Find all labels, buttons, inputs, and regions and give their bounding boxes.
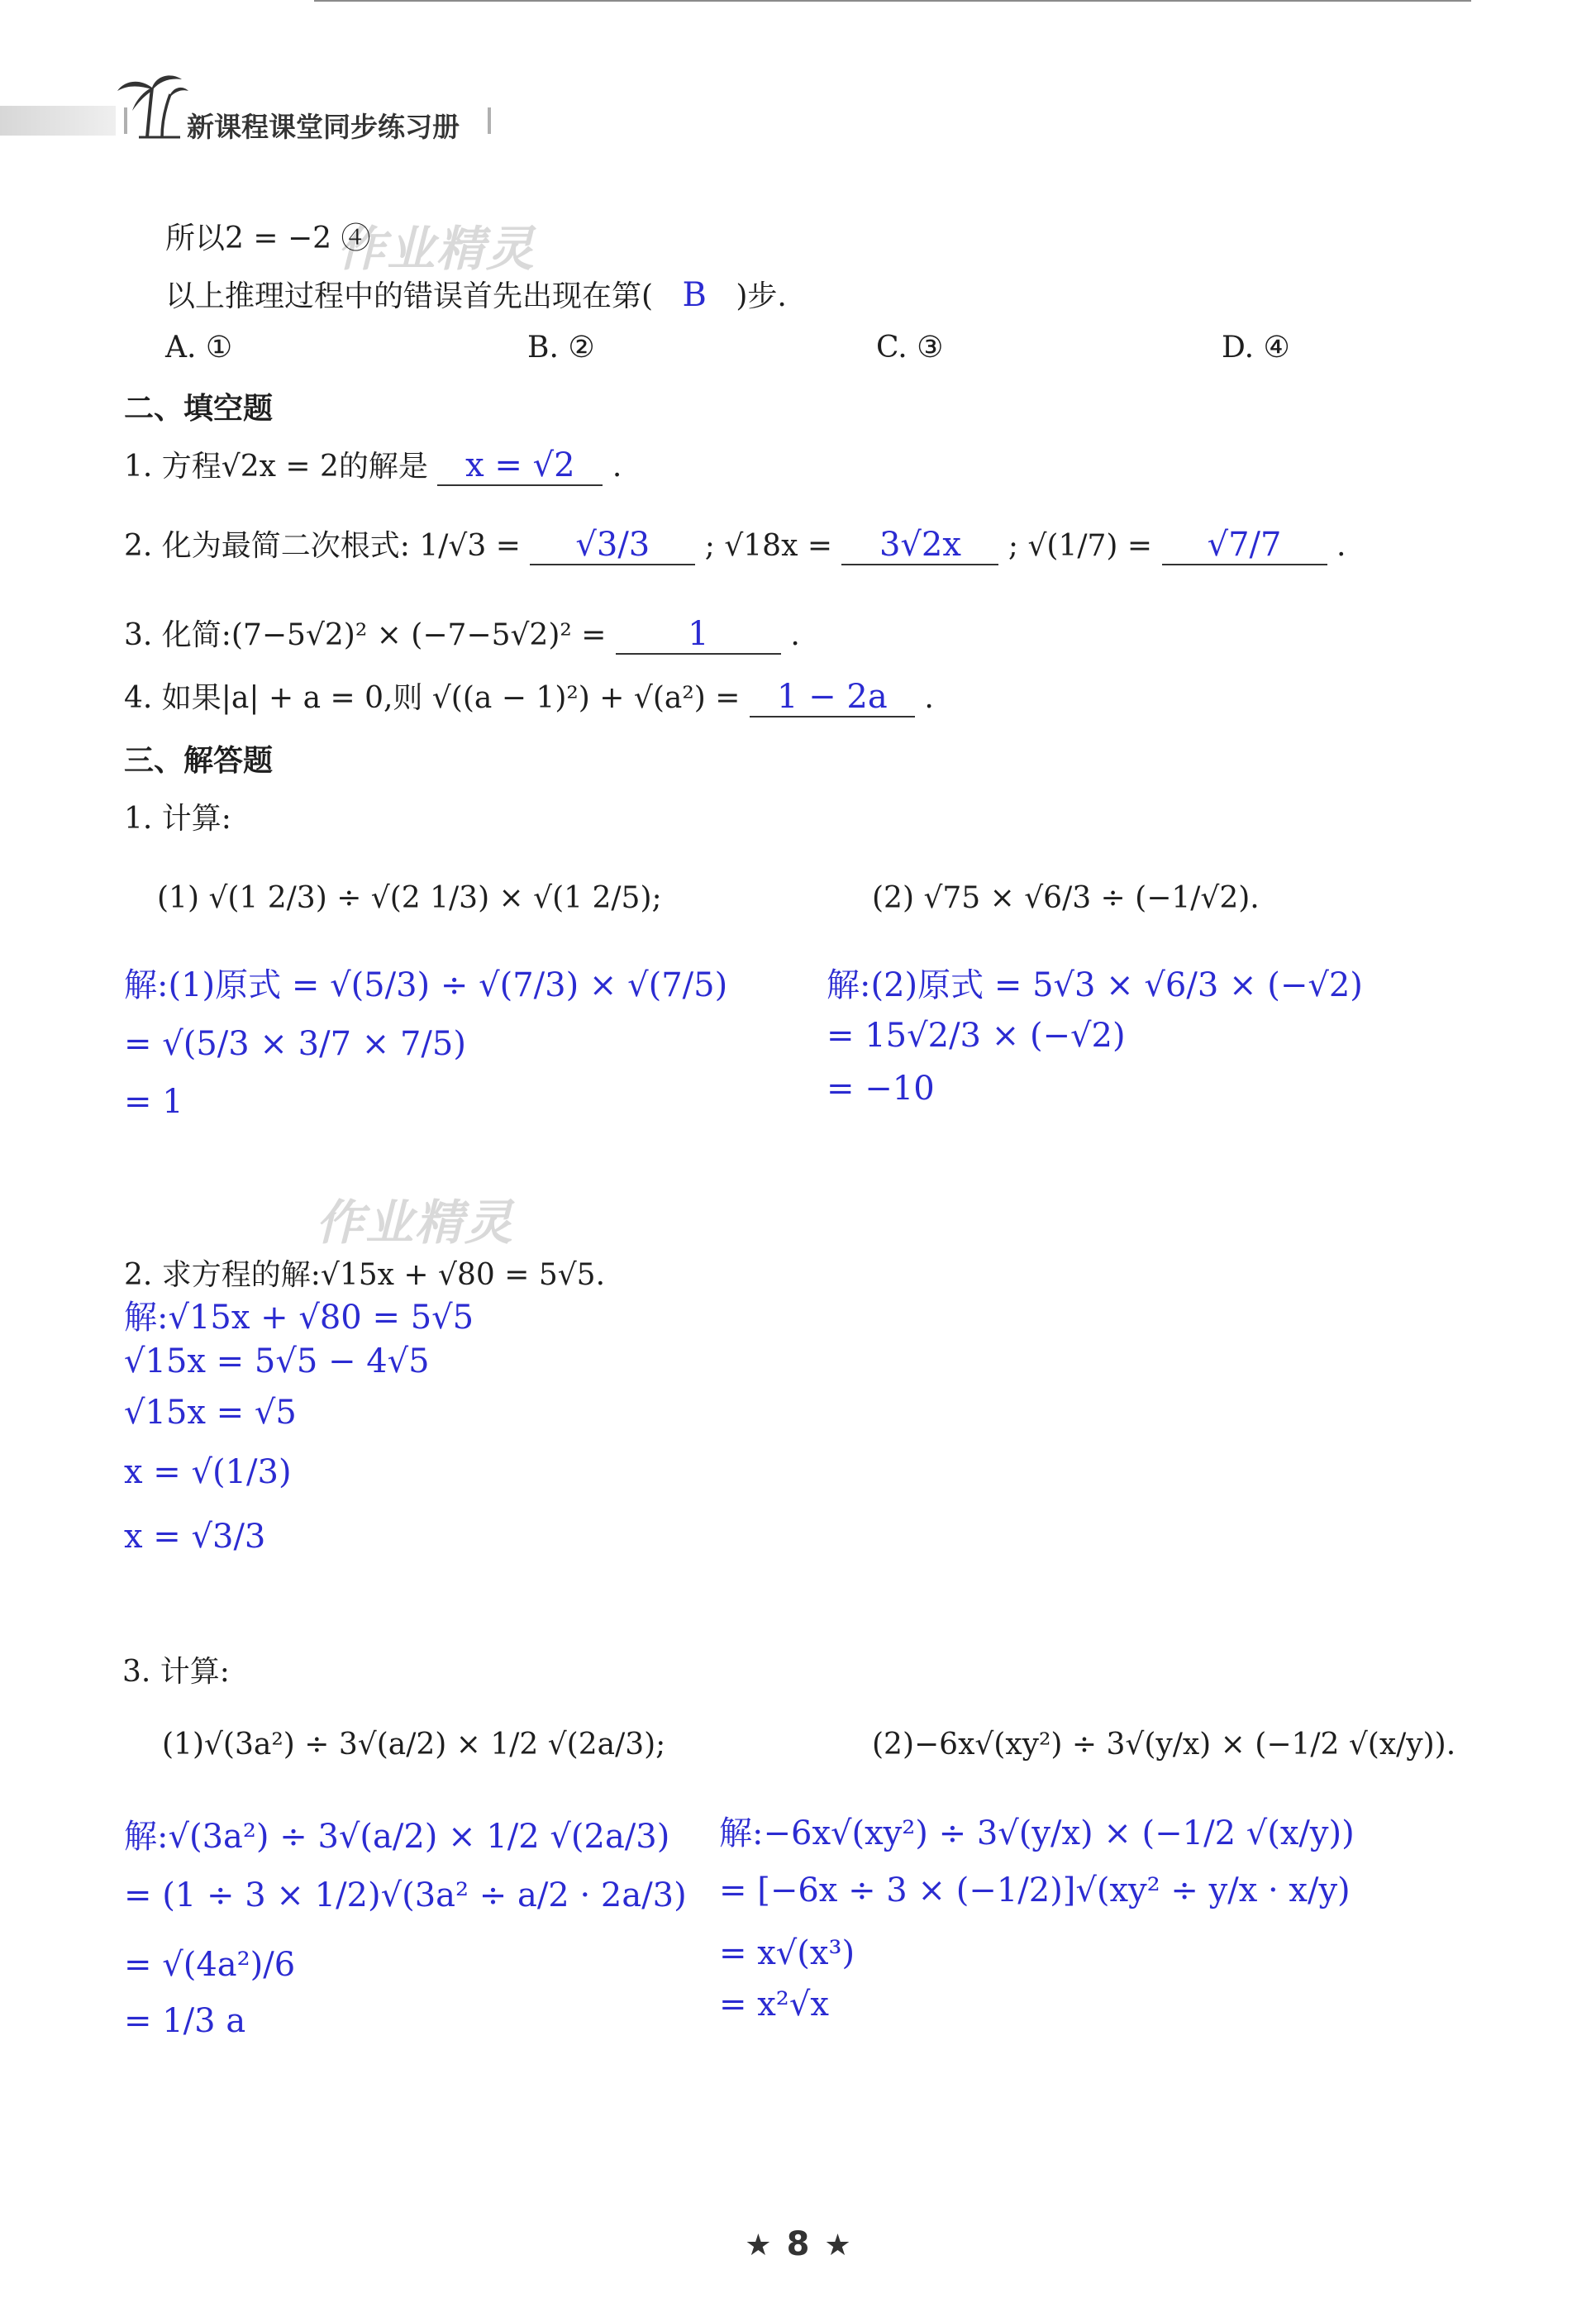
mc-reasoning-line: 所以2 = −2 ④ bbox=[165, 222, 371, 255]
fill-q3-answer: 1 bbox=[616, 615, 781, 655]
mc-answer: B bbox=[682, 276, 707, 314]
period: . bbox=[790, 618, 800, 652]
fill-question-1 bbox=[124, 443, 622, 486]
watermark: 作业精灵 bbox=[337, 221, 536, 277]
solve-q1-sol1-line: = √(5/3 × 3/7 × 7/5) bbox=[124, 1025, 466, 1063]
fill-q2-expr2: ; √18x = bbox=[704, 529, 832, 563]
solve-q3-sol2-line: 解:−6x√(xy²) ÷ 3√(y/x) × (−1/2 √(x/y)) bbox=[719, 1814, 1355, 1852]
header-title: 新课程课堂同步练习册 bbox=[187, 111, 460, 143]
solve-q3-sol1-line: 解:√(3a²) ÷ 3√(a/2) × 1/2 √(2a/3) bbox=[124, 1818, 670, 1856]
mc-option-c: C. ③ bbox=[876, 331, 944, 365]
section-title-fill-in: 二、填空题 bbox=[124, 392, 274, 426]
mc-option-b: B. ② bbox=[527, 331, 595, 365]
fill-q2-text: 2. 化为最简二次根式: bbox=[124, 529, 410, 563]
solve-q3-sol1-line: = 1/3 a bbox=[124, 2002, 246, 2040]
solve-q3-sol1-line: = √(4a²)/6 bbox=[124, 1946, 296, 1984]
solve-q1-sol2-line: = 15√2/3 × (−√2) bbox=[827, 1017, 1126, 1055]
fill-q4-answer: 1 − 2a bbox=[750, 678, 915, 718]
solve-q3-part1: (1)√(3a²) ÷ 3√(a/2) × 1/2 √(2a/3); bbox=[162, 1728, 666, 1762]
solve-q3-sol2-line: = x²√x bbox=[719, 1986, 829, 2024]
fill-q2-expr1: 1/√3 = bbox=[419, 529, 521, 563]
solve-q1-part2: (2) √75 × √6/3 ÷ (−1/√2). bbox=[872, 881, 1260, 915]
solve-q2-sol-line: √15x = √5 bbox=[124, 1394, 297, 1432]
solve-q1-sol1-line: = 1 bbox=[124, 1083, 183, 1121]
solve-q3-sol1-line: = (1 ÷ 3 × 1/2)√(3a² ÷ a/2 · 2a/3) bbox=[124, 1876, 687, 1914]
fill-q4-text: 4. 如果|a| + a = 0,则 √((a − 1)²) + √(a²) = bbox=[124, 681, 741, 715]
solve-q1-part1: (1) √(1 2/3) ÷ √(2 1/3) × √(1 2/5); bbox=[157, 881, 662, 915]
page-number-value: 8 bbox=[786, 2225, 810, 2263]
star-icon: ★ bbox=[745, 2229, 772, 2262]
fill-q2-answer3: √7/7 bbox=[1162, 526, 1327, 565]
section-title-solve: 三、解答题 bbox=[124, 744, 274, 778]
period: . bbox=[1336, 529, 1346, 563]
fill-q1-answer: x = √2 bbox=[437, 446, 603, 486]
fill-question-2 bbox=[124, 522, 1346, 565]
palm-tree-icon bbox=[114, 69, 188, 139]
solve-q2-sol-line: x = √3/3 bbox=[124, 1518, 266, 1556]
fill-q2-answer1: √3/3 bbox=[530, 526, 695, 565]
top-rule bbox=[314, 0, 1471, 2]
mc-stem-prefix: 以上推理过程中的错误首先出现在第( bbox=[165, 279, 654, 313]
period: . bbox=[924, 681, 934, 715]
fill-q2-answer2: 3√2x bbox=[841, 526, 998, 565]
solve-q1-sol2-line: 解:(2)原式 = 5√3 × √6/3 × (−√2) bbox=[827, 966, 1363, 1004]
fill-question-3 bbox=[124, 612, 800, 655]
solve-q2-sol-line: x = √(1/3) bbox=[124, 1453, 292, 1491]
mc-option-d: D. ④ bbox=[1222, 331, 1290, 365]
period: . bbox=[612, 450, 622, 484]
solve-q3-sol2-line: = x√(x³) bbox=[719, 1934, 855, 1972]
star-icon: ★ bbox=[824, 2229, 851, 2262]
solve-q2-sol-line: √15x = 5√5 − 4√5 bbox=[124, 1342, 430, 1380]
solve-q1-sol2-line: = −10 bbox=[827, 1070, 935, 1108]
watermark: 作业精灵 bbox=[316, 1194, 515, 1251]
solve-q3-sol2-line: = [−6x ÷ 3 × (−1/2)]√(xy² ÷ y/x · x/y) bbox=[719, 1871, 1351, 1909]
solve-q1-title: 1. 计算: bbox=[124, 802, 231, 836]
solve-q2-title: 2. 求方程的解:√15x + √80 = 5√5. bbox=[124, 1258, 606, 1292]
solve-q1-sol1-line: 解:(1)原式 = √(5/3) ÷ √(7/3) × √(7/5) bbox=[124, 966, 728, 1004]
solve-q3-title: 3. 计算: bbox=[122, 1655, 230, 1689]
solve-q2-sol-line: 解:√15x + √80 = 5√5 bbox=[124, 1299, 474, 1337]
mc-question bbox=[165, 273, 787, 315]
fill-question-4 bbox=[124, 675, 934, 718]
solve-q3-part2: (2)−6x√(xy²) ÷ 3√(y/x) × (−1/2 √(x/y)). bbox=[872, 1728, 1456, 1762]
mc-stem-suffix: )步. bbox=[736, 279, 787, 313]
page-number bbox=[0, 2225, 1596, 2263]
header-divider bbox=[488, 107, 491, 134]
fill-q3-text: 3. 化简:(7−5√2)² × (−7−5√2)² = bbox=[124, 618, 607, 652]
header-band bbox=[0, 106, 116, 136]
fill-q1-text: 1. 方程√2x = 2的解是 bbox=[124, 450, 428, 484]
fill-q2-expr3: ; √(1/7) = bbox=[1008, 529, 1153, 563]
mc-option-a: A. ① bbox=[165, 331, 233, 365]
